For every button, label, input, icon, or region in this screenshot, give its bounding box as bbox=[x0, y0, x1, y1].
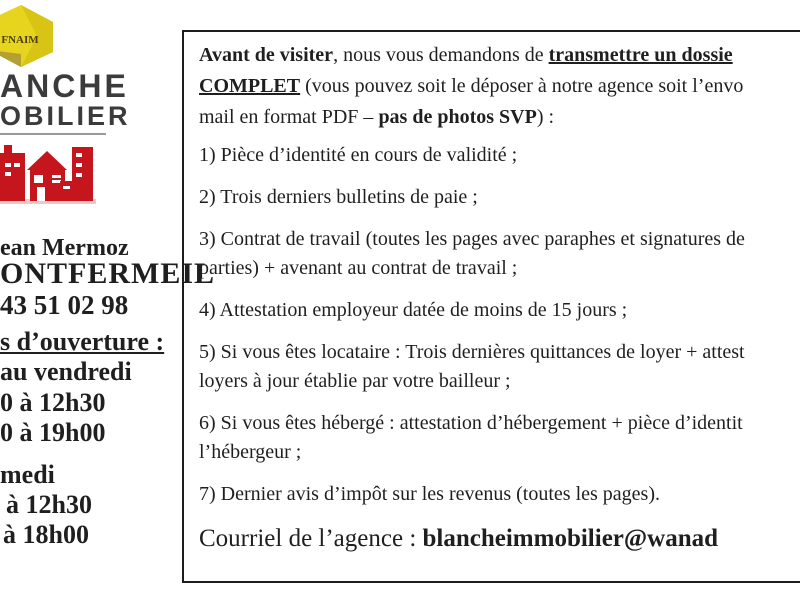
intro-bold-segment: pas de photos SVP bbox=[378, 106, 537, 128]
intro-plain-segment: ) : bbox=[536, 106, 555, 128]
notice-item-line: parties) + avenant au contrat de travail ; bbox=[199, 257, 518, 279]
brand-name-line1: ANCHE bbox=[0, 68, 129, 104]
intro-plain-segment: (vous pouvez soit le déposer à notre agence soit l’envo bbox=[300, 75, 744, 97]
notice-item-6 bbox=[199, 409, 800, 467]
intro-plain-segment: mail en format PDF – bbox=[199, 106, 379, 128]
notice-intro bbox=[199, 40, 800, 133]
opening-hours-line: 0 à 12h30 bbox=[0, 388, 106, 417]
intro-underlined-segment: COMPLET bbox=[199, 75, 301, 97]
agency-phone: 43 51 02 98 bbox=[0, 290, 129, 320]
notice-item-line: 7) Dernier avis d’impôt sur les revenus (toutes les pages). bbox=[199, 483, 660, 505]
brand-divider bbox=[0, 133, 106, 135]
opening-hours-line: au vendredi bbox=[0, 357, 132, 386]
notice-item-line: 4) Attestation employeur datée de moins de 15 jours ; bbox=[199, 299, 628, 321]
notice-intro-line1 bbox=[199, 40, 800, 71]
opening-hours-title: s d’ouverture : bbox=[0, 327, 165, 356]
notice-item-line: 6) Si vous êtes hébergé : attestation d’hébergement + pièce d’identit bbox=[199, 412, 743, 434]
address-line-1: ean Mermoz bbox=[0, 235, 129, 261]
notice-item-line: 1) Pièce d’identité en cours de validité ; bbox=[199, 144, 518, 166]
footer-label: Courriel de l’agence : bbox=[199, 525, 423, 552]
notice-item-4 bbox=[199, 296, 800, 325]
fnaim-logo-icon bbox=[0, 4, 60, 68]
notice-item-line: 3) Contrat de travail (toutes les pages avec paraphes et signatures de bbox=[199, 228, 745, 250]
notice-item-1 bbox=[199, 141, 800, 170]
opening-hours-line: à 12h30 bbox=[6, 490, 92, 519]
agency-branding bbox=[0, 0, 216, 600]
intro-plain-segment: , nous vous demandons de bbox=[333, 44, 549, 66]
notice-item-2 bbox=[199, 183, 800, 212]
fnaim-logo-label: FNAIM bbox=[1, 34, 39, 46]
notice-item-line: 2) Trois derniers bulletins de paie ; bbox=[199, 186, 478, 208]
agency-email: blancheimmobilier@wanad bbox=[422, 525, 719, 552]
notice-footer bbox=[199, 523, 800, 555]
notice-item-line: 5) Si vous êtes locataire : Trois dernières quittances de loyer + attest bbox=[199, 341, 745, 363]
intro-bold-segment: Avant de visiter bbox=[199, 44, 334, 66]
opening-hours-line: à 18h00 bbox=[3, 520, 89, 549]
notice-intro-line2 bbox=[199, 71, 800, 102]
notice-item-5 bbox=[199, 338, 800, 396]
notice-item-3 bbox=[199, 225, 800, 283]
houses-icon bbox=[0, 139, 98, 207]
notice-item-line: loyers à jour établie par votre bailleur ; bbox=[199, 370, 511, 392]
brand-name-line2: OBILIER bbox=[0, 101, 131, 131]
notice-item-7 bbox=[199, 480, 800, 509]
intro-underlined-segment: transmettre un dossie bbox=[548, 44, 733, 66]
notice-intro-line3 bbox=[199, 102, 800, 133]
notice-panel bbox=[182, 30, 800, 583]
address-line-2: ONTFERMEIL bbox=[0, 257, 216, 290]
opening-hours-line: medi bbox=[0, 460, 55, 489]
notice-item-line: l’hébergeur ; bbox=[199, 441, 302, 463]
opening-hours-line: 0 à 19h00 bbox=[0, 418, 106, 447]
